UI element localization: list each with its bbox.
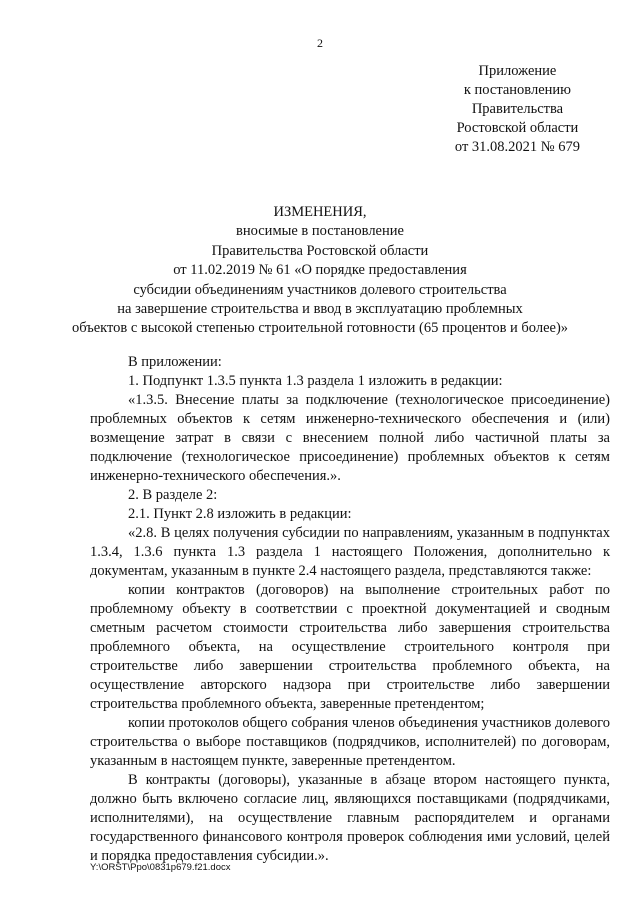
file-path-footer: Y:\ORST\Ppo\0831p679.f21.docx <box>90 862 231 873</box>
heading-line: Правительства Ростовской области <box>211 242 429 259</box>
heading-line: от 11.02.2019 № 61 «О порядке предоставления <box>173 262 467 279</box>
paragraph: 2. В разделе 2: <box>128 487 218 503</box>
paragraph: 1. Подпункт 1.3.5 пункта 1.3 раздела 1 изложить в редакции: <box>128 373 503 389</box>
paragraph: «2.8. В целях получения субсидии по направлениям, указанным в подпунктах 1.3.4, 1.3.6 пункта 1.3 раздела 1 настоящего Положения, дополнительно к документам, указанным в пункте 2.4 настоящего раздела, представляются также: <box>90 525 610 579</box>
heading-title: ИЗМЕНЕНИЯ, <box>273 204 367 220</box>
appendix-line: от 31.08.2021 № 679 <box>454 139 580 155</box>
heading-line: объектов с высокой степенью строительной готовности (65 процентов и более)» <box>71 320 569 337</box>
appendix-line: к постановлению <box>463 82 571 98</box>
paragraph: копии протоколов общего собрания членов объединения участников долевого строительства о выборе поставщиков (подрядчиков, исполнителей) по договорам, указанным в настоящем пункте, заверенные претендентом. <box>90 715 610 769</box>
appendix-header <box>455 62 580 157</box>
paragraph: «1.3.5. Внесение платы за подключение (технологическое присоединение) проблемных объектов к сетям инженерно-технического обеспечения и (или) возмещение затрат в связи с внесением полной либо частичной платы за подключение (технологическое присоединение) проблемных объектов к сетям инженерно-технического обеспечения.». <box>90 392 610 484</box>
appendix-line: Ростовской области <box>456 120 579 136</box>
paragraph: В контракты (договоры), указанные в абзаце втором настоящего пункта, должно быть включено согласие лиц, являющихся поставщиками (подрядчиками, исполнителями), на осуществление главным распорядителем и органами государственного финансового контроля проверок соблюдения ими условий, целей и порядка предоставления субсидии.». <box>90 772 610 864</box>
document-body <box>90 353 610 866</box>
paragraph: 2.1. Пункт 2.8 изложить в редакции: <box>128 506 352 522</box>
heading-line: на завершение строительства и ввод в эксплуатацию проблемных <box>117 301 523 318</box>
appendix-line: Правительства <box>471 101 564 117</box>
paragraph: В приложении: <box>128 354 222 370</box>
page-number: 2 <box>317 36 323 50</box>
heading-line: вносимые в постановление <box>236 223 404 240</box>
paragraph: копии контрактов (договоров) на выполнение строительных работ по проблемному объекту в соответствии с проектной документацией и сводным сметным расчетом стоимости строительства либо завершения строительства проблемного объекта, на осуществление строительного контроля при строительстве либо завершении строительства проблемного объекта, на осуществление авторского надзора при строительстве либо завершении строительства проблемного объекта, заверенные претендентом; <box>90 582 610 712</box>
heading-line: субсидии объединениям участников долевого строительства <box>133 281 507 298</box>
document-heading <box>40 203 600 339</box>
appendix-line: Приложение <box>478 63 557 79</box>
